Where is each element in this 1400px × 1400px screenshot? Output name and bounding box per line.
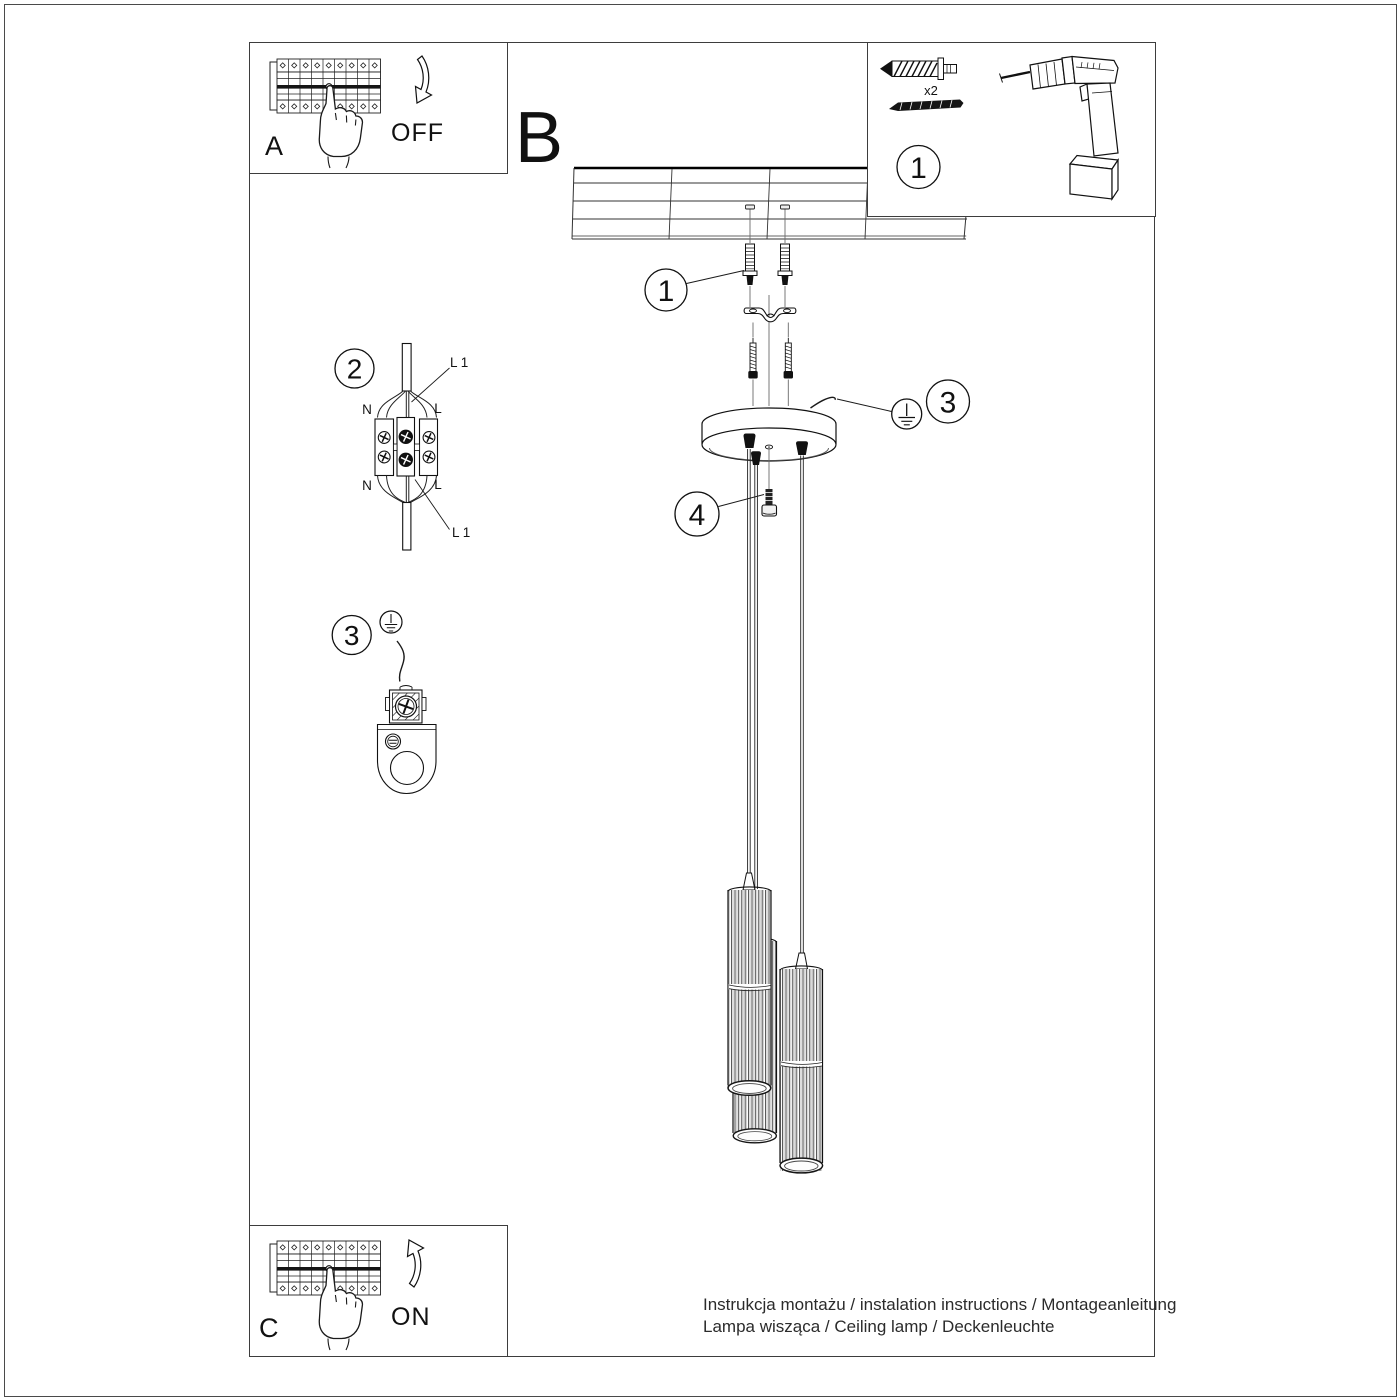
label-n-bottom: N (362, 478, 372, 493)
callout-1-number: 1 (657, 275, 675, 308)
off-label: OFF (391, 119, 444, 147)
wires-top (378, 391, 437, 418)
label-n-top: N (362, 402, 372, 417)
mains-cable-bottom (403, 503, 411, 551)
mounting-screw-right-icon (784, 338, 793, 379)
callout-2-number: 2 (346, 353, 363, 385)
mounting-screw-left-icon (748, 338, 757, 379)
cordless-drill-icon (1000, 57, 1119, 200)
step-b-label: B (515, 98, 564, 178)
screw-horizontal-icon (889, 100, 964, 112)
pendant-right-icon (780, 953, 824, 1173)
step-a-box (249, 42, 508, 174)
ground-wire-icon (811, 397, 892, 411)
terminal-block-icon (375, 418, 438, 477)
suspension-cables (748, 449, 804, 957)
wall-plug-left-icon (743, 244, 757, 285)
tools-box (867, 42, 1156, 217)
ground-symbol-icon (892, 399, 922, 429)
ground-section (332, 611, 436, 794)
step-c-label: C (259, 1313, 279, 1343)
ground-wire-small (397, 641, 404, 682)
ground-clamp-icon (378, 686, 437, 794)
footer-text (703, 1294, 1176, 1338)
label-l-bottom: L (434, 477, 442, 492)
on-label: ON (391, 1303, 431, 1331)
mains-cable-top (402, 344, 411, 392)
pendant-front-icon (728, 873, 772, 1095)
l1-top-leader (412, 368, 450, 402)
wall-plug-right-icon (778, 244, 792, 285)
mounting-bracket-icon (744, 308, 796, 322)
footer-line-1: Instrukcja montażu / instalation instructions / Montageanleitung (703, 1295, 1177, 1314)
callout-3-number: 3 (939, 386, 957, 420)
callout-4-number: 4 (688, 499, 706, 532)
label-l1-top: L 1 (450, 355, 469, 370)
wall-plug-horizontal-icon (880, 58, 957, 80)
canopy-screw-icon (762, 489, 777, 516)
step-a-label: A (265, 131, 284, 161)
label-l-top: L (434, 401, 442, 416)
callout-1-box-number: 1 (910, 152, 927, 185)
ground-symbol-small-icon (380, 611, 402, 633)
callout-3 (927, 380, 970, 423)
quantity-label: x2 (924, 83, 938, 98)
footer-line-2: Lampa wisząca / Ceiling lamp / Deckenleuchte (703, 1317, 1055, 1336)
label-l1-bottom: L 1 (452, 525, 471, 540)
callout-1 (645, 269, 744, 311)
step-c-box (249, 1225, 508, 1357)
callout-3-left-number: 3 (343, 620, 360, 651)
wiring-section (335, 344, 470, 551)
